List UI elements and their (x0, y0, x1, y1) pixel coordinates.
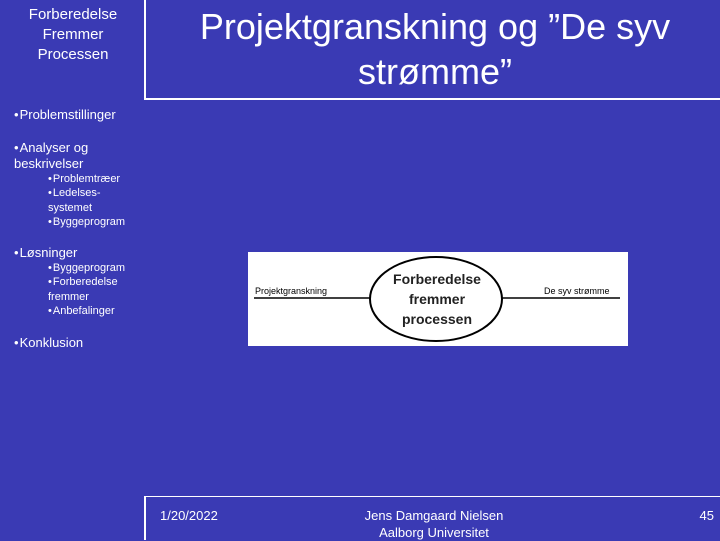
outline-item-konklusion (14, 335, 83, 351)
process-diagram-graphic (248, 252, 628, 346)
outline-list (0, 0, 150, 540)
outline-subitem (48, 261, 125, 276)
outline-item-label: Løsninger (19, 245, 78, 260)
outline-subitem-label: Anbefalinger (52, 305, 115, 317)
outline-subitem (48, 304, 115, 319)
footer-horizontal-divider (144, 496, 720, 497)
outline-item-analyser (14, 140, 88, 156)
outline-item-label: beskrivelser (14, 156, 84, 171)
corner-title-line-1: Forberedelse (28, 6, 118, 23)
outline-subitem (48, 172, 120, 187)
center-label-line-2: fremmer (408, 291, 466, 307)
process-diagram (248, 252, 628, 346)
footer-vertical-divider (144, 496, 146, 540)
outline-subitem-cont (48, 290, 89, 305)
bullet: • (48, 305, 52, 317)
bullet: • (14, 107, 19, 122)
outline-subitem (48, 275, 118, 290)
bullet: • (48, 173, 52, 185)
center-label-line-3: processen (401, 311, 473, 327)
outline-item-losninger (14, 245, 77, 261)
outline-item-label: Konklusion (19, 335, 84, 350)
outline-subitem-label: Ledelses- (52, 187, 101, 199)
outline-subitem (48, 186, 101, 201)
outline-subitem-label: fremmer (48, 291, 89, 303)
center-label-line-1: Forberedelse (393, 271, 481, 287)
corner-title-line-2: Fremmer (42, 26, 104, 43)
outline-subitem-label: Byggeprogram (52, 216, 126, 228)
outline-subitem-label: Problemtræer (52, 173, 121, 185)
bullet: • (48, 276, 52, 288)
slide-title-line-2: strømme” (358, 51, 512, 92)
right-label: De syv strømme (544, 286, 610, 296)
bullet: • (48, 216, 52, 228)
corner-title-line-3: Processen (37, 46, 109, 63)
outline-subitem (48, 215, 125, 230)
outline-subitem-label: Byggeprogram (52, 262, 126, 274)
outline-item-label: Problemstillinger (19, 107, 116, 122)
slide-title (150, 4, 720, 94)
bullet: • (14, 140, 19, 155)
footer-author-name: Jens Damgaard Nielsen (364, 508, 504, 523)
header-horizontal-divider (144, 98, 720, 100)
footer-author-institution: Aalborg Universitet (379, 525, 489, 540)
bullet: • (14, 335, 19, 350)
footer-date: 1/20/2022 (160, 508, 218, 523)
slide-title-line-1: Projektgranskning og ”De syv (199, 6, 671, 47)
bullet: • (14, 245, 19, 260)
left-label: Projektgranskning (255, 286, 328, 296)
bullet: • (48, 262, 52, 274)
outline-item-problemstillinger (14, 107, 116, 123)
page-number: 45 (699, 508, 714, 523)
footer-author (330, 507, 538, 541)
outline-subitem-label: systemet (48, 202, 93, 214)
outline-item-label: Analyser og (19, 140, 89, 155)
outline-item-analyser-cont (14, 156, 83, 172)
outline-subitem-label: Forberedelse (52, 276, 118, 288)
bullet: • (48, 187, 52, 199)
outline-subitem-cont (48, 201, 92, 216)
